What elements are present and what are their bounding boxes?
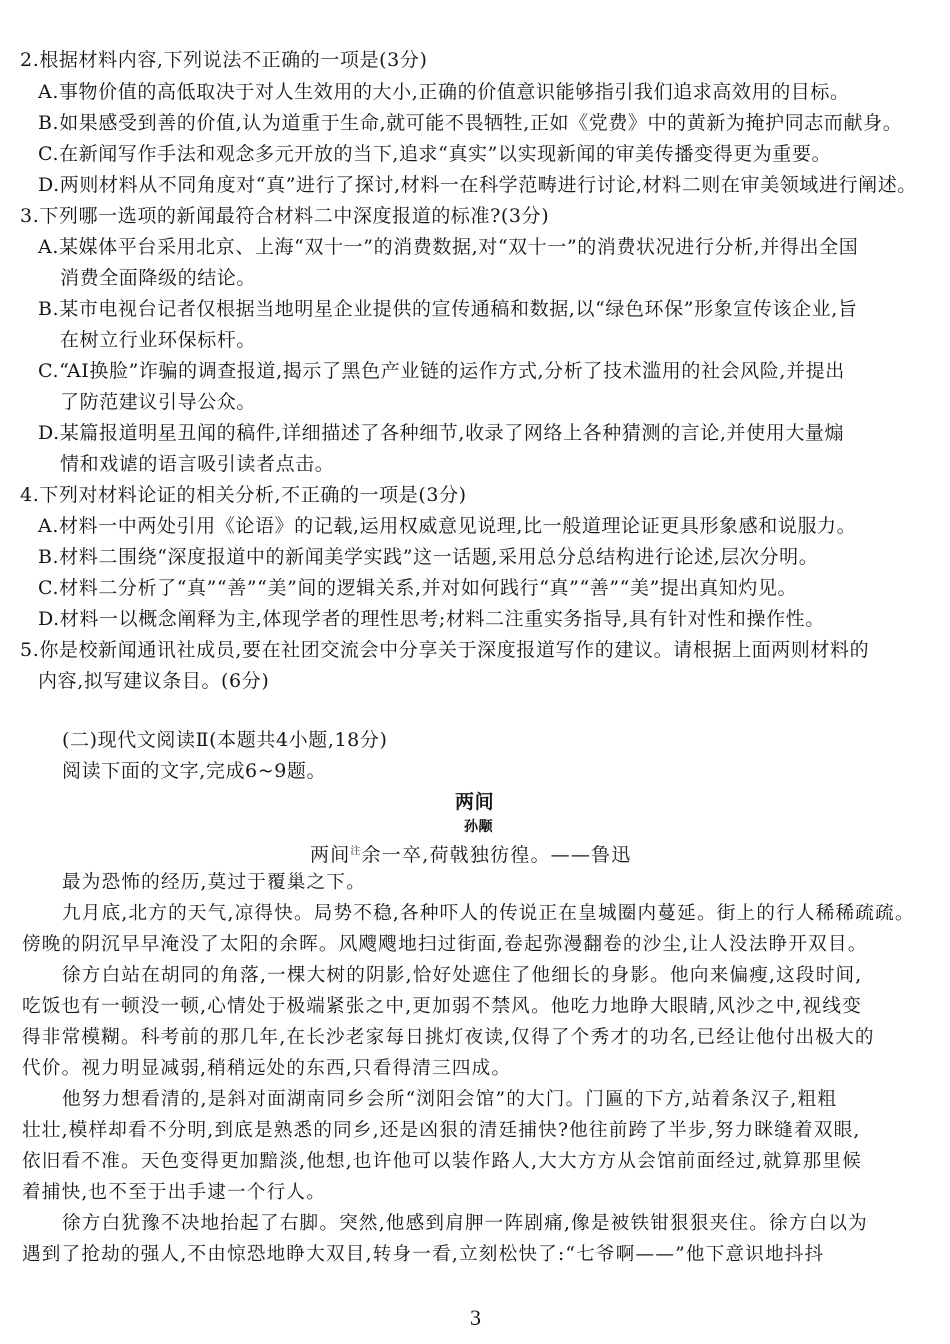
question-5-stem: 5.你是校新闻通讯社成员,要在社团交流会中分享关于深度报道写作的建议。请根据上面两则材料的 [20, 639, 870, 661]
question-3-stem: 3.下列哪一选项的新闻最符合材料二中深度报道的标准?(3分) [20, 205, 550, 227]
epigraph-text-end: 余一卒,荷戟独彷徨。——鲁迅 [361, 844, 632, 866]
story-paragraph-5-line-1: 徐方白犹豫不决地抬起了右脚。突然,他感到肩胛一阵剧痛,像是被铁钳狠狠夹住。徐方白以为 [62, 1213, 868, 1234]
story-paragraph-3-line-2: 吃饭也有一顿没一顿,心情处于极端紧张之中,更加弱不禁风。他吃力地睁大眼睛,风沙之中,视线变 [22, 996, 862, 1017]
question-3-option-b-cont: 在树立行业环保标杆。 [60, 329, 257, 351]
question-2-option-b: B.如果感受到善的价值,认为道重于生命,就可能不畏牺牲,正如《党费》中的黄新为掩护同志而献身。 [38, 112, 903, 134]
question-2-option-d: D.两则材料从不同角度对“真”进行了探讨,材料一在科学范畴进行讨论,材料二则在审美领域进行阐述。 [38, 174, 917, 196]
story-paragraph-3-line-1: 徐方白站在胡同的角落,一棵大树的阴影,恰好处遮住了他细长的身影。他向来偏瘦,这段时间, [62, 965, 863, 986]
story-paragraph-5-line-2: 遇到了抢劫的强人,不由惊恐地睁大双目,转身一看,立刻松快了:“七爷啊——”他下意识地抖抖 [22, 1244, 825, 1265]
story-paragraph-1: 最为恐怖的经历,莫过于覆巢之下。 [62, 872, 367, 893]
section-heading: (二)现代文阅读Ⅱ(本题共4小题,18分) [62, 729, 388, 751]
question-3-option-d: D.某篇报道明星丑闻的稿件,详细描述了各种细节,收录了网络上各种猜测的言论,并使用大量煽 [38, 422, 845, 444]
story-paragraph-4-line-4: 着捕快,也不至于出手逮一个行人。 [22, 1182, 327, 1203]
question-4-option-b: B.材料二围绕“深度报道中的新闻美学实践”这一话题,采用总分总结构进行论述,层次分明。 [38, 546, 819, 568]
question-2-stem: 2.根据材料内容,下列说法不正确的一项是(3分) [20, 49, 428, 71]
question-2-option-c: C.在新闻写作手法和观念多元开放的当下,追求“真实”以实现新闻的审美传播变得更为重要。 [38, 143, 832, 165]
story-paragraph-2-line-1: 九月底,北方的天气,凉得快。局势不稳,各种吓人的传说正在皇城圈内蔓延。街上的行人稀稀疏疏。 [62, 903, 915, 924]
story-paragraph-4-line-1: 他努力想看清的,是斜对面湖南同乡会所“浏阳会馆”的大门。门匾的下方,站着条汉子,粗粗 [62, 1089, 838, 1110]
question-3-option-c: C.“AI换脸”诈骗的调查报道,揭示了黑色产业链的运作方式,分析了技术滥用的社会风险,并提出 [38, 360, 845, 382]
question-3-option-a: A.某媒体平台采用北京、上海“双十一”的消费数据,对“双十一”的消费状况进行分析,并得出全国 [38, 236, 859, 258]
story-paragraph-3-line-3: 得非常模糊。科考前的那几年,在长沙老家每日挑灯夜读,仅得了个秀才的功名,已经让他付出极大的 [22, 1027, 875, 1048]
question-2-option-a: A.事物价值的高低取决于对人生效用的大小,正确的价值意识能够指引我们追求高效用的目标。 [38, 81, 850, 103]
epigraph-text-start: 两间 [310, 844, 351, 866]
story-paragraph-4-line-3: 依旧看不准。天色变得更加黯淡,他想,也许他可以装作路人,大大方方从会馆前面经过,就算那里候 [22, 1151, 862, 1172]
section-instruction: 阅读下面的文字,完成6~9题。 [62, 760, 327, 782]
question-3-option-d-cont: 情和戏谑的语言吸引读者点击。 [60, 453, 335, 475]
question-4-option-a: A.材料一中两处引用《论语》的记载,运用权威意见说理,比一般道理论证更具形象感和说服力。 [38, 515, 857, 537]
question-5-stem-cont: 内容,拟写建议条目。(6分) [38, 670, 270, 692]
question-4-option-d: D.材料一以概念阐释为主,体现学者的理性思考;材料二注重实务指导,具有针对性和操作性。 [38, 608, 825, 630]
question-3-option-a-cont: 消费全面降级的结论。 [60, 267, 257, 289]
question-3-option-c-cont: 了防范建议引导公众。 [60, 391, 257, 413]
page-number: 3 [470, 1305, 482, 1330]
story-paragraph-4-line-2: 壮壮,模样却看不分明,到底是熟悉的同乡,还是凶狠的清廷捕快?他往前跨了半步,努力眯缝着双眼, [22, 1120, 861, 1141]
question-4-stem: 4.下列对材料论证的相关分析,不正确的一项是(3分) [20, 484, 467, 506]
story-epigraph [310, 840, 631, 867]
story-author: 孙颙 [464, 819, 494, 835]
story-paragraph-2-line-2: 傍晚的阴沉早早淹没了太阳的余晖。风飕飕地扫过街面,卷起弥漫翻卷的沙尘,让人没法睁开双目。 [22, 934, 868, 955]
epigraph-footnote-marker: 注 [350, 846, 362, 857]
story-title: 两间 [455, 791, 495, 813]
story-paragraph-3-line-4: 代价。视力明显减弱,稍稍远处的东西,只看得清三四成。 [22, 1058, 512, 1079]
question-4-option-c: C.材料二分析了“真”“善”“美”间的逻辑关系,并对如何践行“真”“善”“美”提出真知灼见。 [38, 577, 798, 599]
question-3-option-b: B.某市电视台记者仅根据当地明星企业提供的宣传通稿和数据,以“绿色环保”形象宣传该企业,旨 [38, 298, 858, 320]
